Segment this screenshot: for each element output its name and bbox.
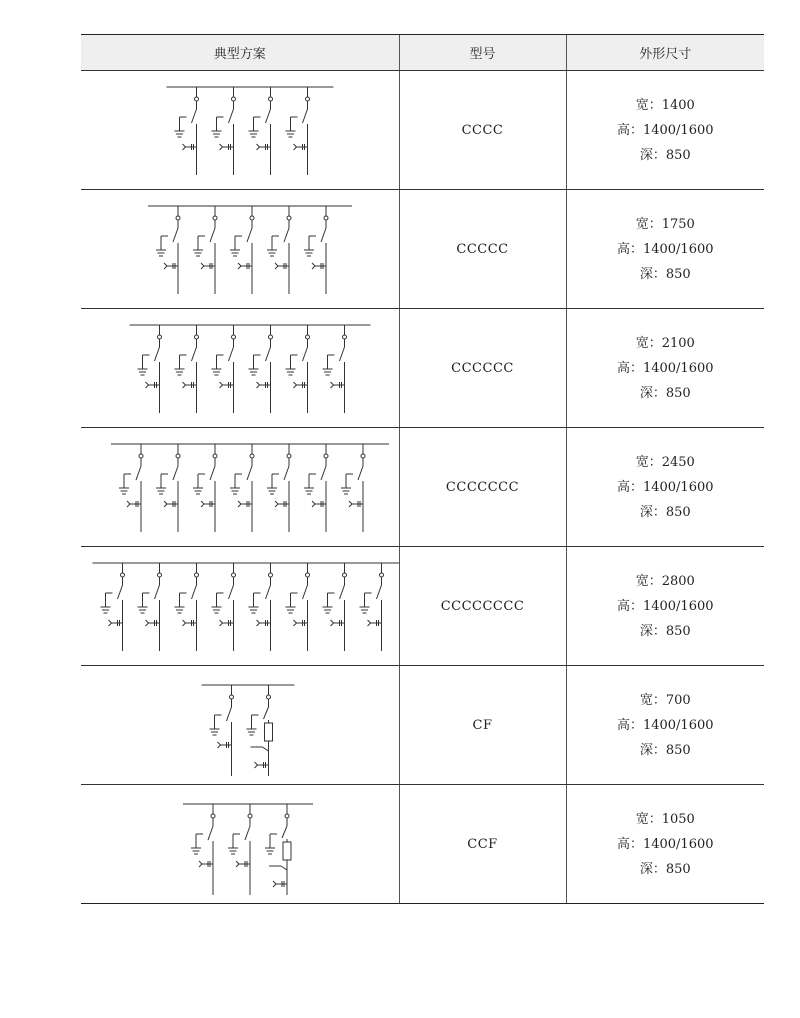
dimensions-cell <box>566 547 764 666</box>
fuse <box>283 842 291 860</box>
depth-value: 850 <box>665 742 691 758</box>
height-label: 高： <box>616 717 643 733</box>
header-row <box>81 35 764 71</box>
switch-unit <box>193 206 217 294</box>
cable-head-mark <box>146 385 149 388</box>
isolator-contact <box>343 573 347 577</box>
cable-head-mark <box>312 504 315 507</box>
load-switch-blade <box>266 585 271 599</box>
load-switch-blade <box>227 707 232 721</box>
isolator-contact <box>232 573 236 577</box>
height-label: 高： <box>616 836 643 852</box>
depth-label: 深： <box>639 147 666 163</box>
isolator-contact <box>361 454 365 458</box>
load-switch-blade <box>247 228 252 242</box>
table-row <box>81 428 764 547</box>
cable-head-mark <box>238 504 241 507</box>
scheme-diagram-cell <box>81 71 399 190</box>
switch-unit <box>212 563 236 651</box>
switch-unit <box>138 563 162 651</box>
switch-unit <box>341 444 365 532</box>
cable-head-mark <box>127 501 130 504</box>
cable-head-mark <box>236 861 239 864</box>
height-label: 高： <box>616 122 643 138</box>
cable-head-mark <box>275 501 278 504</box>
model-cell: CF <box>399 666 566 785</box>
width-value: 1750 <box>661 216 695 232</box>
cable-head-mark <box>146 382 149 385</box>
load-switch-blade <box>208 826 213 840</box>
header-dimensions: 外形尺寸 <box>566 35 764 71</box>
depth-value: 850 <box>665 266 691 282</box>
load-switch-blade <box>358 466 363 480</box>
load-switch-blade <box>284 228 289 242</box>
cable-head-mark <box>238 263 241 266</box>
load-switch-blade <box>282 826 287 838</box>
load-switch-blade <box>247 466 252 480</box>
width-label: 宽： <box>635 216 662 232</box>
table-row <box>81 547 764 666</box>
diagram-group <box>183 804 313 895</box>
diagram-group <box>93 563 400 651</box>
switch-unit <box>212 325 236 413</box>
cable-head-mark <box>201 501 204 504</box>
cable-head-mark <box>164 263 167 266</box>
load-switch-blade <box>210 228 215 242</box>
load-switch-blade <box>192 347 197 361</box>
isolator-contact <box>250 454 254 458</box>
load-switch-blade <box>136 466 141 480</box>
load-switch-blade <box>303 109 308 123</box>
switch-unit <box>138 325 162 413</box>
height-value: 1400/1600 <box>642 479 714 495</box>
diagram-group <box>130 325 371 413</box>
isolator-contact <box>250 216 254 220</box>
cable-head-mark <box>220 147 223 150</box>
dimensions-cell <box>566 71 764 190</box>
cable-head-mark <box>183 147 186 150</box>
width-value: 2100 <box>661 335 695 351</box>
cable-head-mark <box>349 504 352 507</box>
dimensions-cell <box>566 785 764 904</box>
isolator-contact <box>121 573 125 577</box>
switch-unit <box>230 444 254 532</box>
width-label: 宽： <box>635 454 662 470</box>
single-line-diagram <box>81 71 399 189</box>
width-value: 1400 <box>661 97 695 113</box>
width-label: 宽： <box>639 692 666 708</box>
load-switch-blade <box>173 228 178 242</box>
cable-head-mark <box>331 623 334 626</box>
depth-value: 850 <box>665 504 691 520</box>
scheme-diagram-cell <box>81 547 399 666</box>
cable-head-mark <box>220 385 223 388</box>
cable-head-mark <box>201 266 204 269</box>
isolator-contact <box>213 216 217 220</box>
dimensions-cell <box>566 666 764 785</box>
isolator-contact <box>269 335 273 339</box>
load-switch-blade <box>266 109 271 123</box>
cable-head-mark <box>220 382 223 385</box>
table-row <box>81 666 764 785</box>
switch-unit <box>304 444 328 532</box>
switch-unit <box>304 206 328 294</box>
cable-head-mark <box>331 385 334 388</box>
isolator-contact <box>324 216 328 220</box>
load-switch-blade <box>340 585 345 599</box>
width-label: 宽： <box>635 335 662 351</box>
model-cell: CCCCCCC <box>399 428 566 547</box>
cable-head-mark <box>294 385 297 388</box>
scheme-diagram-cell <box>81 666 399 785</box>
cable-head-mark <box>331 382 334 385</box>
spec-table <box>81 34 764 904</box>
depth-label: 深： <box>639 385 666 401</box>
load-switch-blade <box>340 347 345 361</box>
load-switch-blade <box>284 466 289 480</box>
switch-unit <box>101 563 125 651</box>
diagram-group <box>167 87 334 175</box>
switch-unit <box>193 444 217 532</box>
header-model: 型号 <box>399 35 566 71</box>
cable-head-mark <box>294 144 297 147</box>
width-value: 2450 <box>661 454 695 470</box>
load-switch-blade <box>155 347 160 361</box>
cable-head-mark <box>368 623 371 626</box>
table-row <box>81 71 764 190</box>
switch-unit <box>249 87 273 175</box>
single-line-diagram <box>81 190 399 308</box>
load-switch-blade <box>229 585 234 599</box>
depth-label: 深： <box>639 861 666 877</box>
isolator-contact <box>306 573 310 577</box>
isolator-contact <box>195 573 199 577</box>
cable-head-mark <box>199 861 202 864</box>
cable-head-mark <box>220 144 223 147</box>
cable-head-mark <box>257 144 260 147</box>
cable-head-mark <box>257 382 260 385</box>
width-label: 宽： <box>635 97 662 113</box>
isolator-contact <box>139 454 143 458</box>
load-switch-blade <box>229 109 234 123</box>
cable-head-mark <box>183 382 186 385</box>
height-value: 1400/1600 <box>642 836 714 852</box>
cable-head-mark <box>109 620 112 623</box>
cable-head-mark <box>257 385 260 388</box>
cable-head-mark <box>220 623 223 626</box>
width-label: 宽： <box>635 811 662 827</box>
single-line-diagram <box>81 666 399 784</box>
table-row <box>81 309 764 428</box>
load-switch-blade <box>155 585 160 599</box>
table-row <box>81 785 764 904</box>
cable-head-mark <box>199 864 202 867</box>
cable-head-mark <box>368 620 371 623</box>
height-value: 1400/1600 <box>642 717 714 733</box>
model-cell: CCCC <box>399 71 566 190</box>
isolator-contact <box>287 454 291 458</box>
depth-label: 深： <box>639 504 666 520</box>
isolator-contact <box>230 695 234 699</box>
depth-value: 850 <box>665 623 691 639</box>
single-line-diagram <box>81 309 399 427</box>
switch-unit <box>175 563 199 651</box>
width-label: 宽： <box>635 573 662 589</box>
switch-unit <box>249 563 273 651</box>
dimensions-cell <box>566 190 764 309</box>
load-switch-blade <box>192 109 197 123</box>
load-switch-blade <box>229 347 234 361</box>
earth-lead <box>281 866 287 870</box>
cable-head-mark <box>349 501 352 504</box>
cable-head-mark <box>236 864 239 867</box>
switch-unit <box>191 804 215 895</box>
height-label: 高： <box>616 360 643 376</box>
cable-head-mark <box>275 504 278 507</box>
model-cell: CCF <box>399 785 566 904</box>
cable-head-mark <box>275 266 278 269</box>
height-value: 1400/1600 <box>642 360 714 376</box>
height-label: 高： <box>616 241 643 257</box>
cable-head-mark <box>127 504 130 507</box>
depth-label: 深： <box>639 742 666 758</box>
load-switch-blade <box>377 585 382 599</box>
cable-head-mark <box>164 266 167 269</box>
switch-unit <box>212 87 236 175</box>
load-switch-blade <box>303 347 308 361</box>
cable-head-mark <box>312 501 315 504</box>
depth-label: 深： <box>639 266 666 282</box>
cable-head-mark <box>146 620 149 623</box>
switch-unit <box>360 563 384 651</box>
cable-head-mark <box>218 742 221 745</box>
switch-unit <box>156 206 180 294</box>
isolator-contact <box>211 814 215 818</box>
diagram-group <box>148 206 352 294</box>
load-switch-blade <box>173 466 178 480</box>
cable-head-mark <box>294 382 297 385</box>
isolator-contact <box>232 335 236 339</box>
isolator-contact <box>287 216 291 220</box>
load-switch-blade <box>245 826 250 840</box>
earth-lead <box>263 747 269 751</box>
width-value: 2800 <box>661 573 695 589</box>
dimensions-cell <box>566 428 764 547</box>
cable-head-mark <box>238 501 241 504</box>
cable-head-mark <box>273 884 276 887</box>
isolator-contact <box>269 97 273 101</box>
cable-head-mark <box>109 623 112 626</box>
switch-unit <box>323 325 347 413</box>
switch-unit <box>286 563 310 651</box>
isolator-contact <box>306 335 310 339</box>
switch-unit <box>210 685 234 776</box>
load-switch-blade <box>303 585 308 599</box>
height-label: 高： <box>616 598 643 614</box>
isolator-contact <box>213 454 217 458</box>
switch-unit <box>119 444 143 532</box>
switch-unit <box>267 206 291 294</box>
cable-head-mark <box>275 263 278 266</box>
load-switch-blade <box>118 585 123 599</box>
cable-head-mark <box>164 501 167 504</box>
cable-head-mark <box>183 623 186 626</box>
isolator-contact <box>158 573 162 577</box>
cable-head-mark <box>164 504 167 507</box>
cable-head-mark <box>257 623 260 626</box>
isolator-contact <box>176 454 180 458</box>
scheme-diagram-cell <box>81 190 399 309</box>
isolator-contact <box>324 454 328 458</box>
model-cell: CCCCCC <box>399 309 566 428</box>
diagram-group <box>202 685 295 776</box>
header-scheme: 典型方案 <box>81 35 399 71</box>
switch-unit <box>249 325 273 413</box>
cable-head-mark <box>312 263 315 266</box>
cable-head-mark <box>238 266 241 269</box>
cable-head-mark <box>273 881 276 884</box>
isolator-contact <box>285 814 289 818</box>
switch-unit <box>175 325 199 413</box>
scheme-diagram-cell <box>81 428 399 547</box>
dimensions-cell <box>566 309 764 428</box>
isolator-contact <box>248 814 252 818</box>
model-cell: CCCCCCCC <box>399 547 566 666</box>
single-line-diagram <box>81 547 399 665</box>
cable-head-mark <box>294 623 297 626</box>
cable-head-mark <box>183 144 186 147</box>
load-switch-blade <box>210 466 215 480</box>
height-value: 1400/1600 <box>642 598 714 614</box>
cable-head-mark <box>146 623 149 626</box>
load-switch-blade <box>321 466 326 480</box>
switch-unit <box>323 563 347 651</box>
diagram-group <box>111 444 389 532</box>
fuse-unit <box>265 804 291 895</box>
switch-unit <box>230 206 254 294</box>
isolator-contact <box>269 573 273 577</box>
isolator-contact <box>195 335 199 339</box>
cable-head-mark <box>312 266 315 269</box>
depth-value: 850 <box>665 385 691 401</box>
height-value: 1400/1600 <box>642 241 714 257</box>
load-switch-blade <box>264 707 269 719</box>
isolator-contact <box>158 335 162 339</box>
fuse <box>265 723 273 741</box>
cable-head-mark <box>220 620 223 623</box>
cable-head-mark <box>257 147 260 150</box>
isolator-contact <box>267 695 271 699</box>
cable-head-mark <box>183 620 186 623</box>
scheme-diagram-cell <box>81 785 399 904</box>
isolator-contact <box>176 216 180 220</box>
isolator-contact <box>195 97 199 101</box>
cable-head-mark <box>201 504 204 507</box>
height-value: 1400/1600 <box>642 122 714 138</box>
cable-head-mark <box>257 620 260 623</box>
switch-unit <box>175 87 199 175</box>
depth-value: 850 <box>665 861 691 877</box>
fuse-unit <box>247 685 273 776</box>
isolator-contact <box>380 573 384 577</box>
depth-label: 深： <box>639 623 666 639</box>
cable-head-mark <box>331 620 334 623</box>
cable-head-mark <box>255 762 258 765</box>
switch-unit <box>267 444 291 532</box>
cable-head-mark <box>183 385 186 388</box>
switch-unit <box>286 325 310 413</box>
load-switch-blade <box>192 585 197 599</box>
load-switch-blade <box>321 228 326 242</box>
scheme-diagram-cell <box>81 309 399 428</box>
isolator-contact <box>306 97 310 101</box>
depth-value: 850 <box>665 147 691 163</box>
isolator-contact <box>343 335 347 339</box>
cable-head-mark <box>255 765 258 768</box>
width-value: 700 <box>665 692 691 708</box>
cable-head-mark <box>294 147 297 150</box>
switch-unit <box>228 804 252 895</box>
height-label: 高： <box>616 479 643 495</box>
switch-unit <box>156 444 180 532</box>
table-row <box>81 190 764 309</box>
cable-head-mark <box>294 620 297 623</box>
isolator-contact <box>232 97 236 101</box>
load-switch-blade <box>266 347 271 361</box>
width-value: 1050 <box>661 811 695 827</box>
single-line-diagram <box>81 785 399 903</box>
cable-head-mark <box>201 263 204 266</box>
single-line-diagram <box>81 428 399 546</box>
switch-unit <box>286 87 310 175</box>
cable-head-mark <box>218 745 221 748</box>
model-cell: CCCCC <box>399 190 566 309</box>
